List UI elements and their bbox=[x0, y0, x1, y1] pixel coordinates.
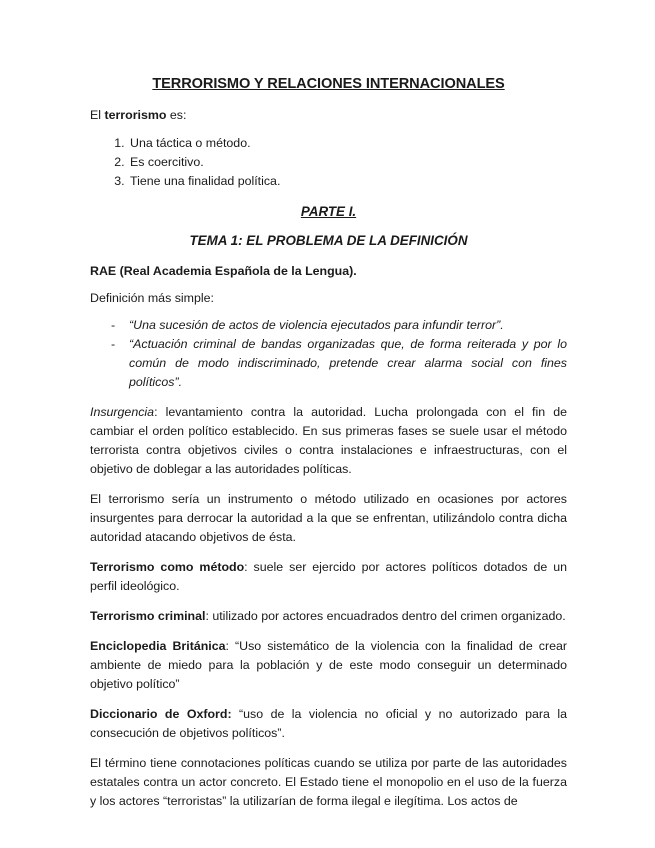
list-item: 3. Tiene una finalidad política. bbox=[128, 172, 567, 191]
simple-definition-label: Definición más simple: bbox=[90, 291, 214, 305]
characteristics-list bbox=[90, 134, 567, 191]
topic-heading: TEMA 1: EL PROBLEMA DE LA DEFINICIÓN bbox=[189, 233, 468, 248]
metodo-paragraph bbox=[90, 558, 567, 596]
criminal-text: : utilizado por actores encuadrados dentro del crimen organizado. bbox=[205, 609, 566, 623]
list-item: - “Actuación criminal de bandas organizadas que, de forma reiterada y por lo común de modo indiscriminado, pretende crear alarma social con fines políticos”. bbox=[111, 337, 567, 389]
metodo-term: Terrorismo como método bbox=[90, 560, 245, 574]
britannica-term: Enciclopedia Británica bbox=[90, 639, 226, 653]
metodo-text: : suele ser ejercido por actores políticos dotados de un perfil ideológico. bbox=[90, 560, 567, 593]
closing-paragraph: El término tiene connotaciones políticas cuando se utiliza por parte de las autoridades estatales contra un actor concreto. El Estado tiene el monopolio en el uso de la fuerza y los actores “terroristas” la utilizarían de forma ilegal e ilegítima. Los actos de bbox=[90, 756, 567, 808]
part-heading: PARTE I. bbox=[300, 204, 357, 219]
list-item: 1. Una táctica o método. bbox=[128, 134, 567, 153]
britannica-paragraph bbox=[90, 637, 567, 694]
definitions-list bbox=[90, 316, 567, 392]
insurgencia-term: Insurgencia bbox=[90, 405, 155, 419]
intro-prefix: El bbox=[90, 108, 105, 122]
document-title: TERRORISMO Y RELACIONES INTERNACIONALES bbox=[152, 76, 505, 92]
criminal-term: Terrorismo criminal bbox=[90, 609, 206, 623]
list-item: - “Una sucesión de actos de violencia ejecutados para infundir terror”. bbox=[111, 318, 504, 332]
insurgencia-paragraph bbox=[90, 403, 567, 479]
oxford-text: “uso de la violencia no oficial y no autorizado para la consecución de objetivos políticos”. bbox=[90, 707, 567, 740]
oxford-paragraph bbox=[90, 705, 567, 743]
intro-term: terrorismo bbox=[104, 108, 167, 122]
list-item: 2. Es coercitivo. bbox=[128, 153, 567, 172]
oxford-term: Diccionario de Oxford: bbox=[90, 707, 232, 721]
intro-line bbox=[90, 106, 567, 125]
rae-heading bbox=[90, 262, 567, 281]
definition-text: “Actuación criminal de bandas organizadas que, de forma reiterada y por lo común de modo indiscriminado, pretende crear alarma social con fines políticos”. bbox=[129, 337, 567, 389]
intro-suffix: es: bbox=[166, 108, 187, 122]
criminal-paragraph bbox=[90, 607, 567, 626]
definition-text: “Una sucesión de actos de violencia ejecutados para infundir terror”. bbox=[129, 318, 504, 332]
instrument-paragraph: El terrorismo sería un instrumento o método utilizado en ocasiones por actores insurgentes para derrocar la autoridad a la que se enfrentan, utilizándolo contra dicha autoridad atacando objetivos de ésta. bbox=[90, 492, 567, 544]
rae-heading-text: RAE (Real Academia Española de la Lengua). bbox=[90, 264, 357, 278]
britannica-text: : “Uso sistemático de la violencia con la finalidad de crear ambiente de miedo para la población y de este modo conseguir un determinado objetivo político” bbox=[90, 639, 567, 691]
insurgencia-text: : levantamiento contra la autoridad. Lucha prolongada con el fin de cambiar el orden político establecido. En sus primeras fases se suele usar el método terrorista contra objetivos civiles o contra instalaciones e infraestructuras, con el objetivo de doblegar a las autoridades políticas. bbox=[90, 405, 567, 476]
